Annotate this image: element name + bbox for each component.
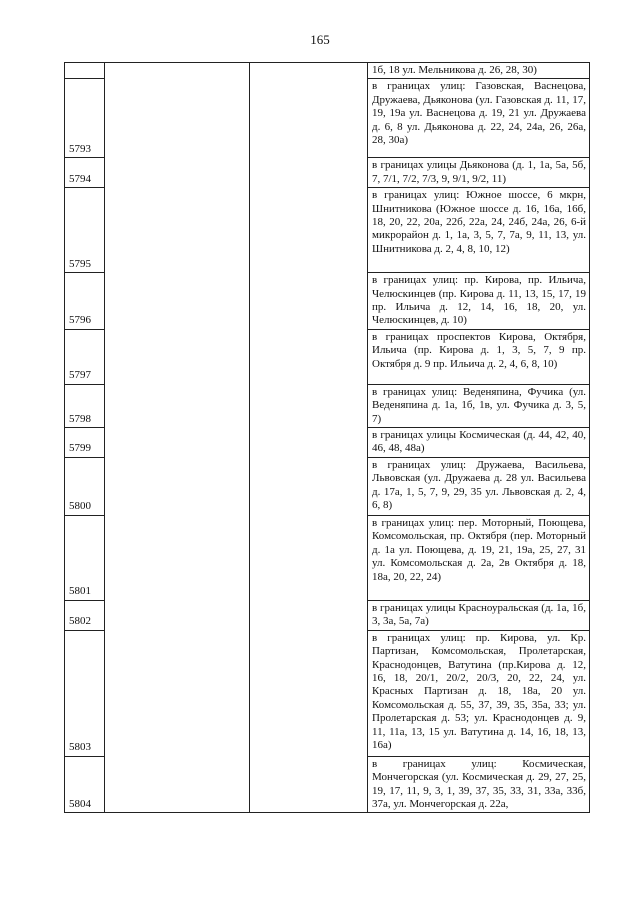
- district-boundaries: в границах улицы Дьяконова (д. 1, 1а, 5а, 5б, 7, 7/1, 7/2, 7/3, 9, 9/1, 9/2, 11): [368, 158, 590, 188]
- district-number: 5797: [65, 329, 105, 384]
- page-number: 165: [310, 32, 330, 47]
- district-number: 5802: [65, 600, 105, 630]
- district-number: 5798: [65, 384, 105, 427]
- polling-district-table: [64, 62, 590, 813]
- empty-column-3: [250, 63, 368, 813]
- district-number: 5801: [65, 515, 105, 600]
- district-number: 5795: [65, 188, 105, 273]
- district-boundaries: в границах улиц: пр. Кирова, пр. Ильича, Челюскинцев (пр. Кирова д. 11, 13, 15, 17, 19 пр. Ильича д. 12, 14, 16, 18, 20, ул. Челюскинцев, д. 10): [368, 273, 590, 330]
- district-number: 5799: [65, 428, 105, 458]
- district-boundaries: в границах улиц: Дружаева, Васильева, Львовская (ул. Дружаева д. 28 ул. Васильева д. 17а, 1, 5, 7, 9, 29, 35 ул. Львовская д. 2, 4, 6, 8): [368, 457, 590, 515]
- district-boundaries: в границах улицы Космическая (д. 44, 42, 40, 46, 48, 48а): [368, 428, 590, 458]
- district-boundaries: 1б, 18 ул. Мельникова д. 26, 28, 30): [368, 63, 590, 79]
- district-boundaries: в границах проспектов Кирова, Октября, Ильича (пр. Кирова д. 1, 3, 5, 7, 9 пр. Октября д. 9 пр. Ильича д. 2, 4, 6, 8, 10): [368, 329, 590, 384]
- district-boundaries: в границах улиц: Южное шоссе, 6 мкрн, Шнитникова (Южное шоссе д. 16, 16а, 16б, 18, 20, 22, 20а, 22б, 22а, 24, 24б, 24а, 26, 6-й микрорайон д. 1, 1а, 3, 5, 7, 7а, 9, 11, 13, ул. Шнитникова д. 2, 4, 8, 10, 12): [368, 188, 590, 273]
- district-number: 5800: [65, 457, 105, 515]
- district-number: 5794: [65, 158, 105, 188]
- table-row: [65, 63, 590, 79]
- district-boundaries: в границах улиц: пер. Моторный, Поющева, Комсомольская, пр. Октября (пер. Моторный д. 1а ул. Поющева, д. 19, 21, 19а, 25, 27, 31 ул. Комсомольская д. 2а, 2в Октября д. 18, 18а, 20, 22, 24): [368, 515, 590, 600]
- district-boundaries: в границах улиц: Веденяпина, Фучика (ул. Веденяпина д. 1а, 1б, 1в, ул. Фучика д. 3, 5, 7): [368, 384, 590, 427]
- district-number: 5796: [65, 273, 105, 330]
- empty-column-2: [105, 63, 250, 813]
- district-boundaries: в границах улиц: Газовская, Васнецова, Дружаева, Дьяконова (ул. Газовская д. 11, 17, 19, 19а ул. Васнецова д. 19, 21 ул. Дружаева д. 6, 8 ул. Дьяконова д. 22, 24, 24а, 26, 26а, 28, 30а): [368, 79, 590, 158]
- district-number: 5803: [65, 630, 105, 756]
- district-boundaries: в границах улицы Красноуральская (д. 1а, 1б, 3, 3а, 5а, 7а): [368, 600, 590, 630]
- district-boundaries: в границах улиц: Космическая, Мончегорская (ул. Космическая д. 29, 27, 25, 19, 17, 11, 9, 3, 1, 39, 37, 35, 33, 31, 33а, 33б, 37а, ул. Мончегорская д. 22а,: [368, 756, 590, 813]
- district-number: [65, 63, 105, 79]
- district-number: 5804: [65, 756, 105, 813]
- district-boundaries: в границах улиц: пр. Кирова, ул. Кр. Партизан, Комсомольская, Пролетарская, Краснодонцев, Ватутина (пр.Кирова д. 12, 16, 18, 20/1, 20/2, 20/3, 20, 22, 24, ул. Красных Партизан д. 18, 18а, 20 ул. Комсомольская д. 55, 37, 39, 35, 35а, 33; ул. Пролетарская д. 53; ул. Краснодонцев д. 9, 11, 11а, 13, 15 ул. Ватутина д. 14, 16, 18, 13, 16а): [368, 630, 590, 756]
- district-number: 5793: [65, 79, 105, 158]
